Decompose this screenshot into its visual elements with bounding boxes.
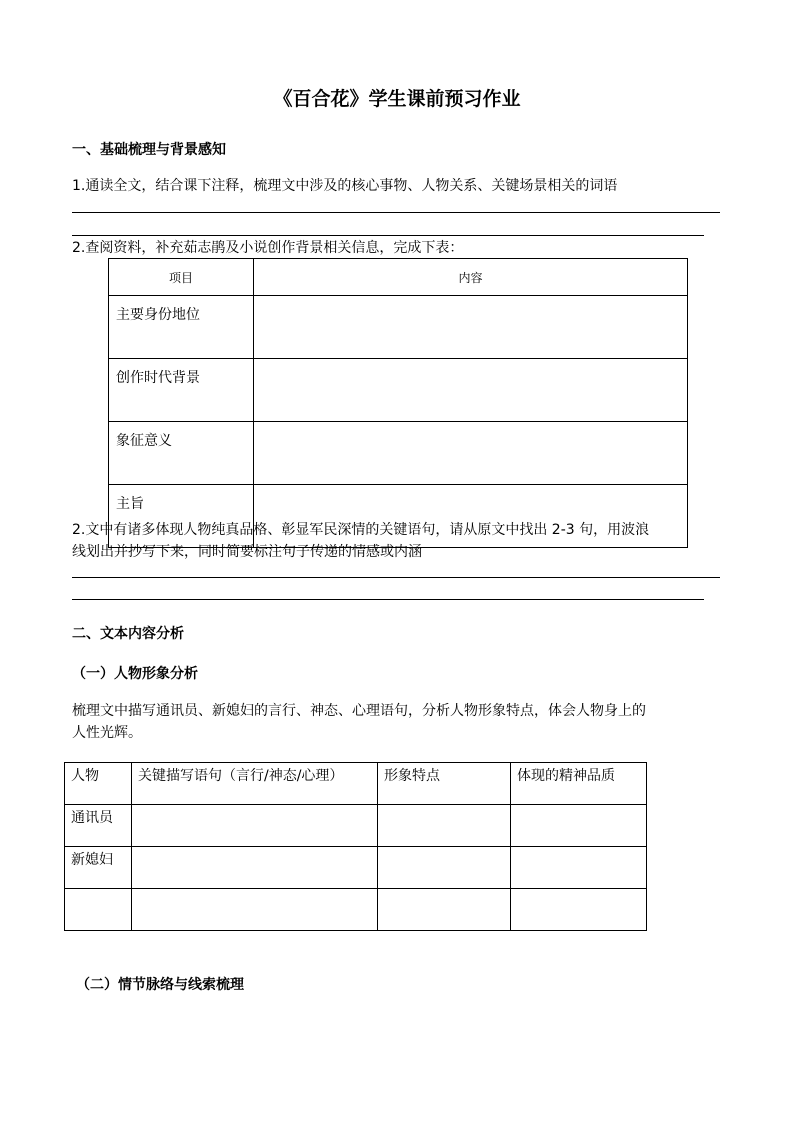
table-cell-answer[interactable] [378,889,511,931]
table-cell-item: 象征意义 [109,422,254,485]
table-header-content: 内容 [254,259,688,296]
table-cell-item: 主要身份地位 [109,296,254,359]
table-row [65,889,647,931]
table-cell-answer[interactable] [132,847,378,889]
table-header-key-sentences: 关键描写语句（言行/神态/心理） [132,763,378,805]
table-cell-answer[interactable] [378,847,511,889]
table-header-row [65,763,647,805]
question-3-text-line1: 2.文中有诸多体现人物纯真品格、彰显军民深情的关键语句，请从原文中找出 2-3 句，用波浪 [72,522,650,538]
character-analysis-table [64,762,647,931]
table-cell-answer[interactable] [511,889,647,931]
answer-line[interactable] [72,235,704,236]
table-row [109,422,688,485]
table-header-traits: 形象特点 [378,763,511,805]
subsection-heading-characters: （一）人物形象分析 [72,666,198,682]
table-row [65,805,647,847]
table-header-row [109,259,688,296]
instruction-line2: 人性光辉。 [72,725,142,741]
table-cell-answer[interactable] [132,889,378,931]
question-2-text: 2.查阅资料，补充茹志鹃及小说创作背景相关信息，完成下表： [72,240,464,256]
section-heading-basics: 一、基础梳理与背景感知 [72,142,226,158]
table-cell-content[interactable] [254,422,688,485]
answer-line[interactable] [72,599,704,600]
table-header-spirit: 体现的精神品质 [511,763,647,805]
question-3-text-line2: 线划出并抄写下来，同时简要标注句子传递的情感或内涵 [72,544,422,560]
table-cell-item: 创作时代背景 [109,359,254,422]
table-cell-content[interactable] [254,359,688,422]
instruction-line1: 梳理文中描写通讯员、新媳妇的言行、神态、心理语句，分析人物形象特点，体会人物身上的 [72,703,646,719]
question-1-text: 1.通读全文，结合课下注释，梳理文中涉及的核心事物、人物关系、关键场景相关的词语 [72,178,618,194]
table-cell-answer[interactable] [132,805,378,847]
table-cell-answer[interactable] [511,805,647,847]
answer-line[interactable] [72,212,720,213]
table-cell-person: 新媳妇 [65,847,132,889]
section-heading-analysis: 二、文本内容分析 [72,626,184,642]
table-cell-item: 主旨 [109,485,254,548]
table-row [65,847,647,889]
table-row [109,359,688,422]
table-header-person: 人物 [65,763,132,805]
table-cell-person: 通讯员 [65,805,132,847]
table-cell-answer[interactable] [511,847,647,889]
document-title: 《百合花》学生课前预习作业 [273,88,521,110]
subsection-heading-plot: （二）情节脉络与线索梳理 [76,977,244,993]
answer-line[interactable] [72,577,720,578]
table-cell-person[interactable] [65,889,132,931]
table-cell-content[interactable] [254,296,688,359]
background-info-table [108,258,688,548]
table-row [109,296,688,359]
table-header-item: 项目 [109,259,254,296]
table-cell-answer[interactable] [378,805,511,847]
